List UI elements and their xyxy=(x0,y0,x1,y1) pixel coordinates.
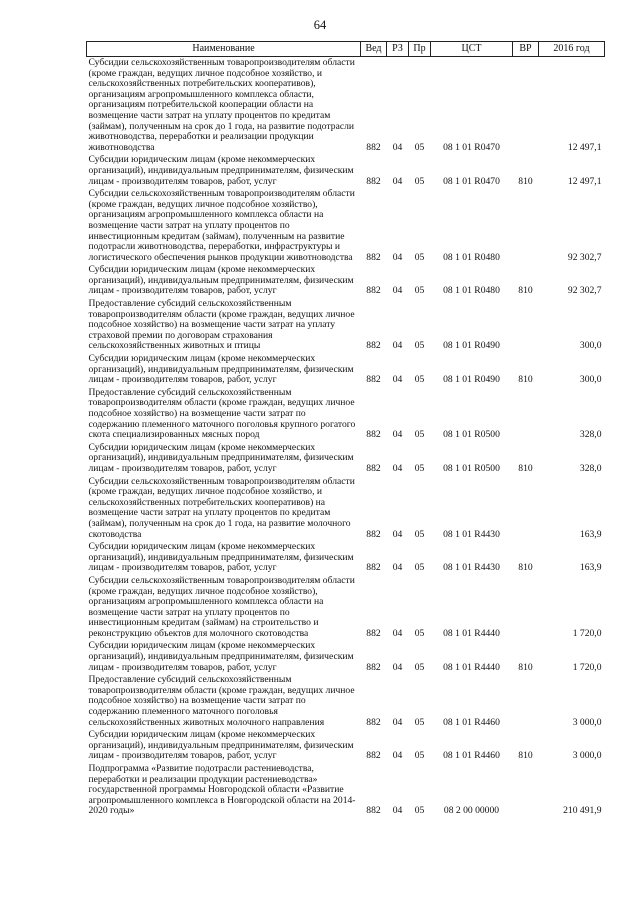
row-vr xyxy=(513,763,539,818)
table-row xyxy=(87,298,605,353)
row-ved: 882 xyxy=(366,805,381,817)
row-rz: 04 xyxy=(392,750,403,762)
row-pr: 05 xyxy=(414,141,425,153)
header-vr: ВР xyxy=(513,42,539,57)
row-ved: 882 xyxy=(366,340,381,352)
row-name: Субсидии сельскохозяйственным товаропроизводителям области (кроме граждан, ведущих личное подсобное хозяйство, и сельскохозяйственных потребительских кооперативов), организациям агропромышленного комплекса области, организациям потребительской кооперации области на возмещение части затрат на уплату процентов по кредитам (займам), полученным на срок до 1 года, на развитие подотрасли животноводства, переработки и реализации продукции животноводства xyxy=(88,57,355,153)
row-cst: 08 1 01 R4460 xyxy=(443,750,500,762)
row-vr xyxy=(513,476,539,542)
row-cst: 08 1 01 R0500 xyxy=(443,429,500,441)
row-sum: 163,9 xyxy=(579,562,602,574)
row-vr: 810 xyxy=(518,661,533,673)
row-rz: 04 xyxy=(392,285,403,297)
row-pr: 05 xyxy=(414,627,425,639)
row-pr: 05 xyxy=(414,340,425,352)
table-row xyxy=(87,188,605,264)
row-sum: 92 302,7 xyxy=(567,285,602,297)
row-pr: 05 xyxy=(414,562,425,574)
row-rz: 04 xyxy=(392,429,403,441)
row-vr: 810 xyxy=(518,750,533,762)
row-pr: 05 xyxy=(414,661,425,673)
table-row xyxy=(87,57,605,155)
row-cst: 08 1 01 R0470 xyxy=(443,141,500,153)
row-name: Предоставление субсидий сельскохозяйственным товаропроизводителям области (кроме граждан, ведущих личное подсобное хозяйство) на возмещение части затрат на уплату страховой премии по договорам страхования сельскохозяйственных животных и птицы xyxy=(88,298,355,352)
row-sum: 328,0 xyxy=(579,429,602,441)
row-pr: 05 xyxy=(414,750,425,762)
row-vr: 810 xyxy=(518,562,533,574)
row-cst: 08 1 01 R4430 xyxy=(443,562,500,574)
row-sum: 92 302,7 xyxy=(567,251,602,263)
row-name: Субсидии юридическим лицам (кроме некоммерческих организаций), индивидуальным предпринимателям, физическим лицам - производителям товаров, работ, услуг xyxy=(88,264,354,297)
row-name: Подпрограмма «Развитие подотрасли растениеводства, переработки и реализации продукции растениеводства» государственной программы Новгородской области «Развитие агропромышленного комплекса в Новгородской области на 2014-2020 годы» xyxy=(88,763,356,817)
row-sum: 300,0 xyxy=(579,374,602,386)
row-ved: 882 xyxy=(366,251,381,263)
row-vr xyxy=(513,188,539,264)
table-row xyxy=(87,763,605,818)
row-name: Субсидии юридическим лицам (кроме некоммерческих организаций), индивидуальным предпринимателям, физическим лицам - производителям товаров, работ, услуг xyxy=(88,729,354,762)
row-vr xyxy=(513,674,539,729)
row-ved: 882 xyxy=(366,562,381,574)
table-row xyxy=(87,640,605,674)
row-ved: 882 xyxy=(366,374,381,386)
row-sum: 12 497,1 xyxy=(567,141,602,153)
row-pr: 05 xyxy=(414,528,425,540)
row-ved: 882 xyxy=(366,462,381,474)
table-row xyxy=(87,387,605,442)
row-sum: 210 491,9 xyxy=(563,805,602,817)
row-ved: 882 xyxy=(366,285,381,297)
row-ved: 882 xyxy=(366,716,381,728)
row-ved: 882 xyxy=(366,750,381,762)
row-ved: 882 xyxy=(366,661,381,673)
row-vr xyxy=(513,575,539,641)
row-cst: 08 1 01 R0480 xyxy=(443,251,500,263)
row-cst: 08 1 01 R0500 xyxy=(443,462,500,474)
row-vr: 810 xyxy=(518,462,533,474)
table-row xyxy=(87,442,605,476)
row-pr: 05 xyxy=(414,429,425,441)
row-sum: 3 000,0 xyxy=(572,750,602,762)
row-rz: 04 xyxy=(392,805,403,817)
row-sum: 3 000,0 xyxy=(572,716,602,728)
row-name: Субсидии сельскохозяйственным товаропроизводителям области (кроме граждан, ведущих личное подсобное хозяйство, и сельскохозяйственных потребительских кооперативов) на возмещение части затрат на уплату процентов по кредитам (займам), полученным на срок до 1 года, на развитие молочного скотоводства xyxy=(88,475,355,540)
header-rz: РЗ xyxy=(387,42,409,57)
row-name: Предоставление субсидий сельскохозяйственным товаропроизводителям области (кроме граждан, ведущих личное подсобное хозяйство) на возмещение части затрат по содержанию племенного маточного поголовья крупного рогатого скота специализированных мясных пород xyxy=(88,386,356,441)
table-row xyxy=(87,264,605,298)
row-name: Субсидии юридическим лицам (кроме некоммерческих организаций), индивидуальным предпринимателям, физическим лицам - производителям товаров, работ, услуг xyxy=(88,353,354,386)
table-body xyxy=(87,57,605,818)
table-row xyxy=(87,154,605,188)
header-pr: Пр xyxy=(409,42,431,57)
row-rz: 04 xyxy=(392,175,403,187)
row-name: Субсидии юридическим лицам (кроме некоммерческих организаций), индивидуальным предпринимателям, физическим лицам - производителям товаров, работ, услуг xyxy=(88,541,354,574)
row-vr xyxy=(513,387,539,442)
row-cst: 08 1 01 R4440 xyxy=(443,627,500,639)
row-ved: 882 xyxy=(366,141,381,153)
row-rz: 04 xyxy=(392,528,403,540)
table-header-row xyxy=(87,42,605,57)
row-rz: 04 xyxy=(392,661,403,673)
row-name: Субсидии юридическим лицам (кроме некоммерческих организаций), индивидуальным предпринимателям, физическим лицам - производителям товаров, работ, услуг xyxy=(88,441,354,474)
row-rz: 04 xyxy=(392,716,403,728)
table-row xyxy=(87,541,605,575)
row-pr: 05 xyxy=(414,805,425,817)
row-cst: 08 2 00 00000 xyxy=(443,805,500,817)
row-ved: 882 xyxy=(366,627,381,639)
row-pr: 05 xyxy=(414,175,425,187)
row-ved: 882 xyxy=(366,429,381,441)
row-name: Субсидии юридическим лицам (кроме некоммерческих организаций), индивидуальным предпринимателям, физическим лицам - производителям товаров, работ, услуг xyxy=(88,154,354,187)
row-cst: 08 1 01 R0490 xyxy=(443,374,500,386)
row-cst: 08 1 01 R0490 xyxy=(443,340,500,352)
row-pr: 05 xyxy=(414,251,425,263)
row-pr: 05 xyxy=(414,285,425,297)
row-sum: 1 720,0 xyxy=(572,627,602,639)
row-name: Субсидии сельскохозяйственным товаропроизводителям области (кроме граждан, ведущих личное подсобное хозяйство), организациям агропромышленного комплекса области на возмещение части затрат на уплату процентов по инвестиционным кредитам (займам), полученным на развитие подотрасли животноводства, переработки, инфраструктуры и логистического обеспечения рынков продукции животноводства xyxy=(88,188,355,263)
row-sum: 328,0 xyxy=(579,462,602,474)
row-cst: 08 1 01 R0470 xyxy=(443,175,500,187)
row-vr xyxy=(513,57,539,155)
row-rz: 04 xyxy=(392,462,403,474)
header-cst: ЦСТ xyxy=(431,42,513,57)
page-number: 64 xyxy=(313,18,327,32)
row-cst: 08 1 01 R4430 xyxy=(443,528,500,540)
row-ved: 882 xyxy=(366,175,381,187)
header-year: 2016 год xyxy=(539,42,605,57)
row-name: Предоставление субсидий сельскохозяйственным товаропроизводителям области (кроме граждан, ведущих личное подсобное хозяйство) на возмещение части затрат по содержанию племенного маточного поголовья сельскохозяйственных животных молочного направления xyxy=(88,674,355,728)
budget-table xyxy=(86,41,605,818)
row-sum: 1 720,0 xyxy=(572,661,602,673)
row-vr: 810 xyxy=(518,285,533,297)
row-cst: 08 1 01 R4460 xyxy=(443,716,500,728)
row-rz: 04 xyxy=(392,627,403,639)
row-cst: 08 1 01 R4440 xyxy=(443,661,500,673)
row-rz: 04 xyxy=(392,374,403,386)
row-vr xyxy=(513,298,539,353)
row-ved: 882 xyxy=(366,528,381,540)
row-sum: 163,9 xyxy=(579,528,602,540)
row-pr: 05 xyxy=(414,716,425,728)
row-pr: 05 xyxy=(414,462,425,474)
table-row xyxy=(87,575,605,641)
table-row xyxy=(87,353,605,387)
header-ved: Вед xyxy=(361,42,387,57)
row-rz: 04 xyxy=(392,141,403,153)
row-sum: 300,0 xyxy=(579,340,602,352)
table-row xyxy=(87,476,605,542)
row-vr: 810 xyxy=(518,175,533,187)
header-name: Наименование xyxy=(87,42,361,57)
row-vr: 810 xyxy=(518,374,533,386)
row-rz: 04 xyxy=(392,251,403,263)
row-pr: 05 xyxy=(414,374,425,386)
row-rz: 04 xyxy=(392,340,403,352)
row-rz: 04 xyxy=(392,562,403,574)
row-name: Субсидии сельскохозяйственным товаропроизводителям области (кроме граждан, ведущих личное подсобное хозяйство), организациям агропромышленного комплекса области на возмещение части затрат на уплату процентов по инвестиционным кредитам (займам) на строительство и реконструкцию объектов для молочного скотоводства xyxy=(88,574,355,639)
row-cst: 08 1 01 R0480 xyxy=(443,285,500,297)
table-row xyxy=(87,674,605,729)
table-row xyxy=(87,729,605,763)
row-sum: 12 497,1 xyxy=(567,175,602,187)
row-name: Субсидии юридическим лицам (кроме некоммерческих организаций), индивидуальным предпринимателям, физическим лицам - производителям товаров, работ, услуг xyxy=(88,640,354,673)
